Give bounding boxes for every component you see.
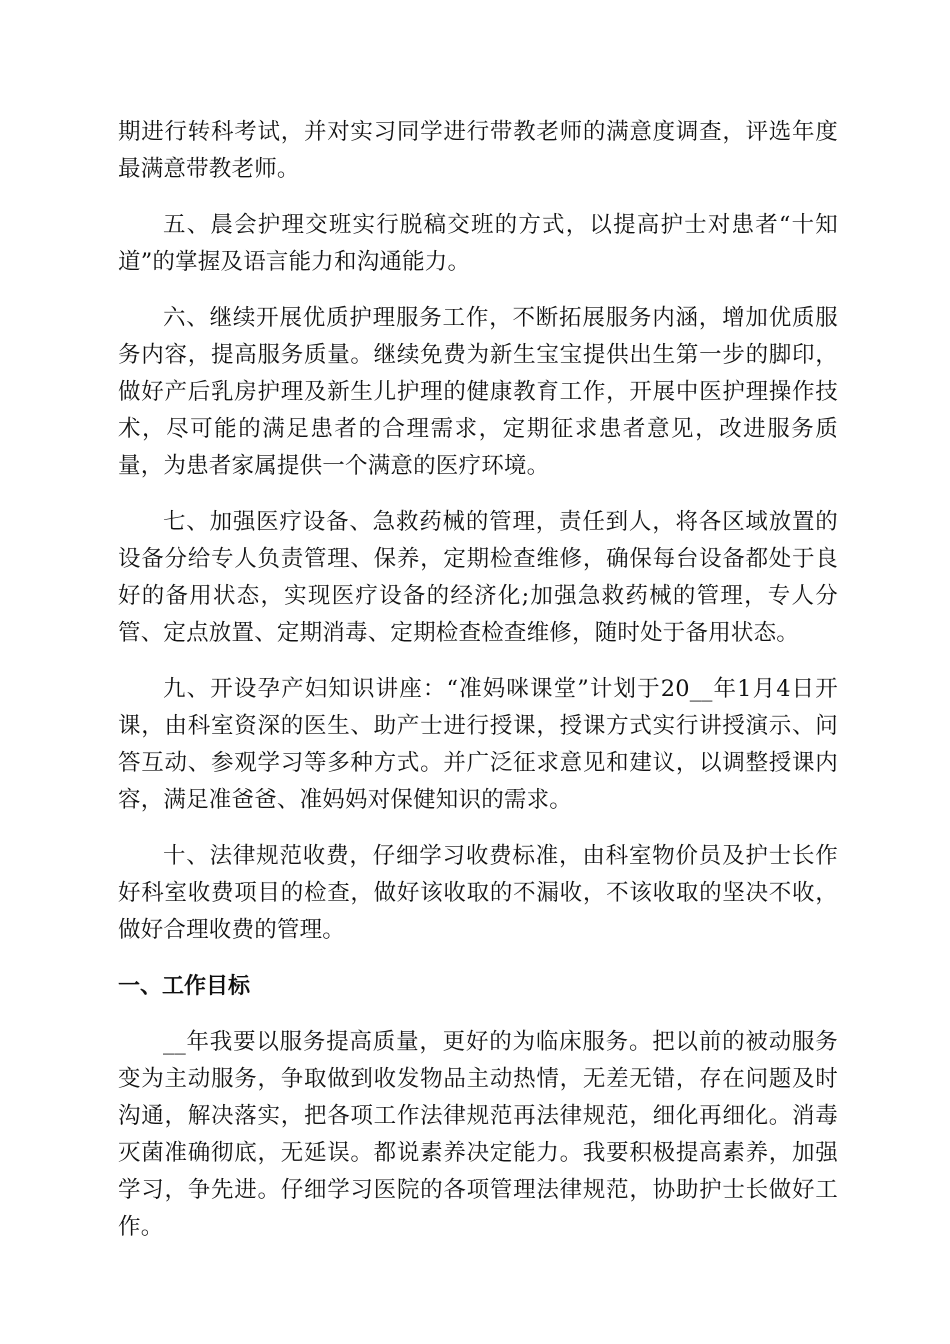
paragraph-item-6: 六、继续开展优质护理服务工作，不断拓展服务内涵，增加优质服务内容，提高服务质量。继续免费为新生宝宝提供出生第一步的脚印，做好产后乳房护理及新生儿护理的健康教育工作，开展中医护理操作技术，尽可能的满足患者的合理需求，定期征求患者意见，改进服务质量，为患者家属提供一个满意的医疗环境。 — [118, 305, 838, 479]
document-page — [118, 114, 838, 1246]
paragraph-work-goals: __年我要以服务提高质量，更好的为临床服务。把以前的被动服务变为主动服务，争取做到收发物品主动热情，无差无错，存在问题及时沟通，解决落实，把各项工作法律规范再法律规范，细化再细化。消毒灭菌准确彻底，无延误。都说素养决定能力。我要积极提高素养，加强学习，争先进。仔细学习医院的各项管理法律规范，协助护士长做好工作。 — [118, 1029, 838, 1240]
section-heading: 一、工作目标 — [118, 974, 251, 999]
paragraph-item-9: 九、开设孕产妇知识讲座：“准妈咪课堂”计划于20__年1月4日开课，由科室资深的医生、助产士进行授课，授课方式实行讲授演示、问答互动、参观学习等多种方式。并广泛征求意见和建议，以调整授课内容，满足准爸爸、准妈妈对保健知识的需求。 — [118, 676, 838, 813]
paragraph-item-7: 七、加强医疗设备、急救药械的管理，责任到人，将各区域放置的设备分给专人负责管理、保养，定期检查维修，确保每台设备都处于良好的备用状态，实现医疗设备的经济化;加强急救药械的管理，专人分管、定点放置、定期消毒、定期检查检查维修，随时处于备用状态。 — [118, 509, 838, 646]
paragraph-continuation: 期进行转科考试，并对实习同学进行带教老师的满意度调查，评选年度最满意带教老师。 — [118, 119, 838, 182]
paragraph-item-5: 五、晨会护理交班实行脱稿交班的方式，以提高护士对患者“十知道”的掌握及语言能力和沟通能力。 — [118, 212, 838, 275]
paragraph-item-10: 十、法律规范收费，仔细学习收费标准，由科室物价员及护士长作好科室收费项目的检查，做好该收取的不漏收，不该收取的坚决不收，做好合理收费的管理。 — [118, 843, 838, 943]
